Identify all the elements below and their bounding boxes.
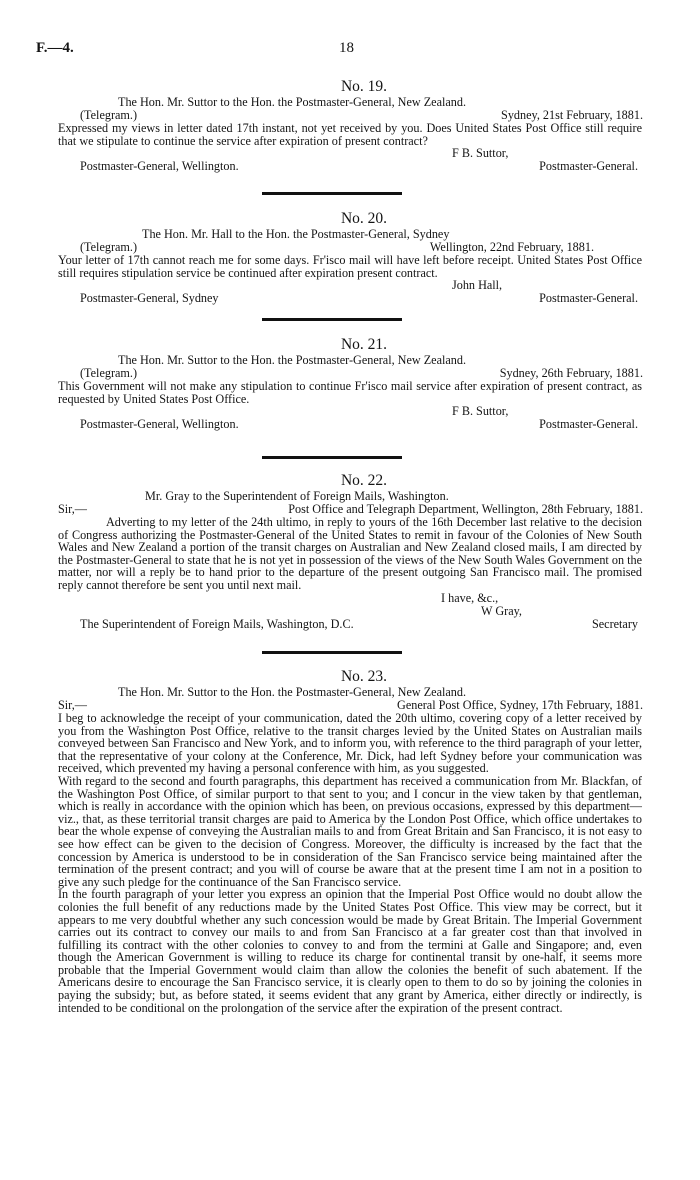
paragraph: I beg to acknowledge the receipt of your communication, dated the 20th ultimo, covering copy of a letter received by you from the Washington Post Office, relative to the transit charges levied by the United States on Australian mails conveyed between San Francisco and New York, and to inform you, with reference to the third paragraph of your letter, that the representative of your colony at the Conference, Mr. Dick, had left Sydney before your communication was received, which prevented my having a personal conference with him, as you suggested. — [58, 711, 642, 776]
letter-no-19 — [0, 78, 700, 173]
addressee: Postmaster-General, Wellington. — [80, 159, 239, 174]
letter-number: No. 23. — [340, 668, 388, 685]
letter-heading: Mr. Gray to the Superintendent of Foreign Mails, Washington. — [145, 489, 449, 503]
telegram-marker: (Telegram.) — [80, 108, 138, 122]
paragraph: In the fourth paragraph of your letter you express an opinion that the Imperial Post Office would no doubt allow the colonies the full benefit of any reductions made by the United States Post Office. This view may be correct, but it appears to me very doubtful whether any such concession would be made by Great Britain. The Imperial Government carries out its contract to convey our mails to and from San Francisco at a far greater cost than that involved in fulfilling its contract with the other colonies to convey to and from the termini at Galle and Singapore; and, even though the American Government is willing to reduce its charge for continental transit by one-half, it seems more probable that the Imperial Government would claim than allow the colonies the benefit of such abatement. If the Americans desire to encourage the San Francisco service, it is clearly open to them to do so by joining the colonies in paying the subsidy; but, as before stated, it seems evident that any grant by America, either directly or indirectly, is intended to be conditional on the prolongation of the service after the expiration of the present contract. — [58, 887, 642, 1015]
letter-dateline: Sydney, 21st February, 1881. — [501, 108, 643, 122]
signatory-title: Secretary — [591, 616, 638, 631]
salutation: Sir,— — [58, 698, 87, 712]
telegram-marker: (Telegram.) — [80, 366, 138, 380]
letter-dateline: General Post Office, Sydney, 17th February, 1881. — [397, 698, 643, 712]
addressee: The Superintendent of Foreign Mails, Washington, D.C. — [80, 616, 354, 631]
letter-body — [58, 712, 642, 1014]
telegram-marker: (Telegram.) — [80, 240, 138, 254]
letter-no-20 — [0, 210, 700, 305]
closing: I have, &c., — [441, 590, 499, 605]
letter-body: Expressed my views in letter dated 17th instant, not yet received by you. Does United States Post Office still require that we stipulate to continue the service after expiration of present contract? — [58, 121, 642, 148]
letter-no-21 — [0, 336, 700, 431]
letter-no-23 — [0, 668, 700, 1014]
letter-dateline: Post Office and Telegraph Department, Wellington, 28th February, 1881. — [288, 502, 643, 516]
letter-body: Adverting to my letter of the 24th ultimo, in reply to yours of the 16th December last relative to the decision of Congress authorizing the Postmaster-General of the United States to remit in favour of the Colonies of New South Wales and New Zealand a portion of the transit charges on Australian and New Zealand closed mails, I am directed by the Postmaster-General to state that he is not yet in possession of the views of the New South Wales Government on the matter, nor will a reply be to hand prior to the departure of the present outgoing San Francisco mail. The promised reply cannot therefore be sent you until next mail. — [58, 515, 642, 592]
letter-heading: The Hon. Mr. Suttor to the Hon. the Postmaster-General, New Zealand. — [118, 353, 467, 367]
salutation: Sir,— — [58, 502, 87, 516]
signatory-name: W Gray, — [481, 603, 522, 618]
paragraph: With regard to the second and fourth paragraphs, this department has received a communication from Mr. Blackfan, of the Washington Post Office, of similar purport to that sent to you; and I concur in the view taken by that gentleman, which is really in accordance with the opinion which has been, on previous occasions, expressed by this department—viz., that, as these territorial transit charges are paid to America by the London Post Office, which office undertakes to bear the whole expense of conveying the Australian mails to and from Great Britain and San Francisco, it is not easy to see how effect can be given to the decision of Congress. Moreover, the difficulty is increased by the fact that the concession by America is understood to be in consideration of the San Francisco service being maintained after the termination of the present contract; and you will of course be aware that at the present time I am not in a position to give any such pledge for the continuance of the San Francisco service. — [58, 773, 642, 889]
letter-number: No. 22. — [340, 472, 388, 489]
signatory-title: Postmaster-General. — [539, 291, 638, 306]
signatory-name: F B. Suttor, — [452, 404, 509, 419]
signatory-title: Postmaster-General. — [539, 159, 638, 174]
letter-heading: The Hon. Mr. Suttor to the Hon. the Postmaster-General, New Zealand. — [118, 685, 467, 699]
paper-reference: F.—4. — [36, 40, 74, 56]
signatory-title: Postmaster-General. — [539, 417, 638, 432]
letter-body: This Government will not make any stipulation to continue Fr'isco mail service after expiration of present contract, as requested by United States Post Office. — [58, 379, 642, 406]
addressee: Postmaster-General, Wellington. — [80, 417, 239, 432]
section-divider — [262, 456, 402, 459]
letter-dateline: Sydney, 26th February, 1881. — [499, 366, 643, 380]
letter-no-22 — [0, 472, 700, 631]
signatory-name: F B. Suttor, — [452, 146, 509, 161]
section-divider — [262, 651, 402, 654]
letter-dateline: Wellington, 22nd February, 1881. — [429, 240, 594, 254]
signatory-name: John Hall, — [452, 278, 503, 293]
addressee: Postmaster-General, Sydney — [80, 291, 219, 306]
letter-heading: The Hon. Mr. Suttor to the Hon. the Postmaster-General, New Zealand. — [118, 95, 467, 109]
section-divider — [262, 318, 402, 321]
letter-body: Your letter of 17th cannot reach me for some days. Fr'isco mail will have left before receipt. United States Post Office still requires stipulation service be continued after expiration present contract. — [58, 253, 642, 280]
section-divider — [262, 192, 402, 195]
page-header — [0, 42, 700, 62]
letter-number: No. 21. — [340, 336, 388, 353]
letter-number: No. 20. — [340, 210, 388, 227]
page-number: 18 — [339, 40, 354, 56]
letter-number: No. 19. — [340, 78, 388, 95]
letter-heading: The Hon. Mr. Hall to the Hon. the Postmaster-General, Sydney — [142, 227, 450, 241]
